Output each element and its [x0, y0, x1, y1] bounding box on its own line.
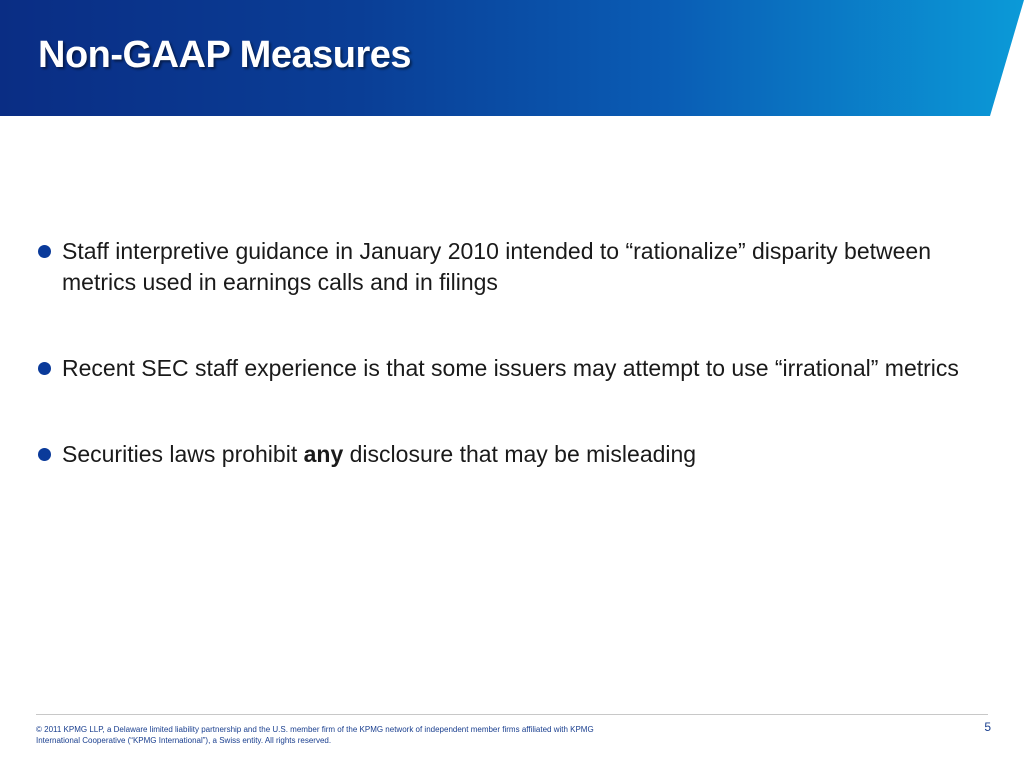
slide-title: Non-GAAP Measures [38, 34, 412, 76]
footer-copyright [36, 724, 676, 746]
bullet-text: Staff interpretive guidance in January 2010 intended to “rationalize” disparity between metrics used in earnings calls and in filings [62, 238, 932, 295]
bullet-dot-icon [38, 448, 51, 461]
bullet-dot-icon [38, 362, 51, 375]
bullet-text-emphasis: any [303, 441, 344, 467]
bullet-text-suffix: disclosure that may be misleading [343, 441, 697, 467]
bullet-text: Recent SEC staff experience is that some issuers may attempt to use “irrational” metrics [62, 355, 959, 381]
footer-divider [36, 714, 988, 715]
bullet-item [38, 353, 988, 384]
bullet-list [38, 236, 988, 470]
bullet-dot-icon [38, 245, 51, 258]
bullet-item [38, 439, 988, 470]
bullet-item [38, 236, 988, 298]
footer-line-2: International Cooperative (“KPMG International”), a Swiss entity. All rights reserved. [36, 736, 332, 745]
page-number: 5 [984, 720, 991, 734]
bullet-text-prefix: Securities laws prohibit [62, 441, 304, 467]
footer-line-1: © 2011 KPMG LLP, a Delaware limited liability partnership and the U.S. member firm of the KPMG network of independent member firms affiliated with KPMG [36, 725, 594, 734]
